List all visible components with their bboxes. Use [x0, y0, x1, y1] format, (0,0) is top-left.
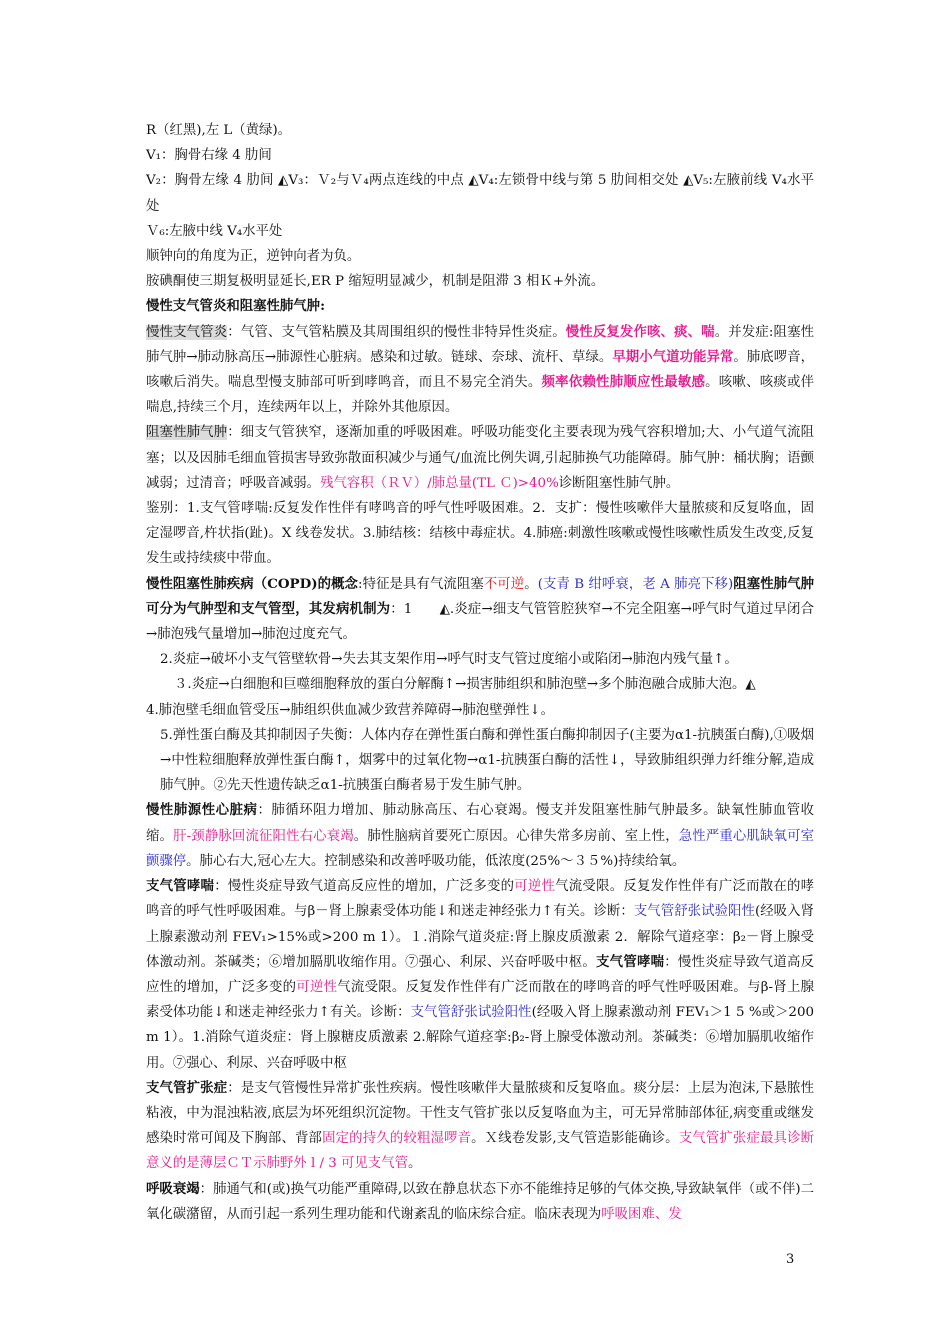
page-number: 3	[786, 1252, 795, 1267]
paragraph-asthma: 支气管哮喘：慢性炎症导致气道高反应性的增加，广泛多变的可逆性气流受限。反复发作性伴有广泛而散在的哮鸣音的呼气性呼吸困难。与β－肾上腺素受体功能↓和迷走神经张力↑有关。诊断：支气管舒张试验阳性(经吸入肾上腺素激动剂 FEV₁>15%或>200 m 1）。１.消除气道炎症:肾上腺皮质激素 2．解除气道痉挛：β₂－肾上腺受体激动剂。茶碱类；⑥增加膈肌收缩作用。⑦强心、利尿、兴奋呼吸中枢。支气管哮喘：慢性炎症导致气道高反应性的增加，广泛多变的可逆性气流受限。反复发作性伴有广泛而散在的哮鸣音的呼气性呼吸困难。与β-肾上腺素受体功能↓和迷走神经张力↑有关。诊断：支气管舒张试验阳性(经吸入肾上腺素激动剂 FEV₁＞1 5 %或＞200 m 1）。1.消除气道炎症：肾上腺糖皮质激素 2.解除气道痉挛:β₂-肾上腺受体激动剂。茶碱类：⑥增加膈肌收缩作用。⑦强心、利尿、兴奋呼吸中枢	[146, 878, 815, 1071]
term-label: 阻塞性肺气肿	[146, 425, 228, 441]
text-line: 顺钟向的角度为正，逆钟向者为负。	[146, 249, 361, 265]
paragraph-bronchiectasis: 支气管扩张症：是支气管慢性异常扩张性疾病。慢性咳嗽伴大量脓痰和反复咯血。痰分层：上层为泡沫,下悬脓性粘液，中为混浊粘液,底层为坏死组织沉淀物。干性支气管扩张以反复咯血为主，可无异常肺部体征,病变重或继发感染时常可闻及下胸部、背部固定的持久的较粗湿啰音。Ｘ线卷发影,支气管造影能确诊。支气管扩张症最具诊断意义的是薄层ＣＴ示肺野外 l / 3 可见支气管。	[146, 1079, 815, 1172]
text-line: 胺碘酮使三期复极明显延长,ER P 缩短明显减少，机制是阻滞 3 相Ｋ+外流。	[146, 274, 605, 290]
text-line: Ｖ₆:左腋中线 V₄水平处	[146, 223, 283, 239]
text-line: R（红黑),左 L（黄绿)。	[146, 123, 292, 138]
mechanism-item: ３.炎症→白细胞和巨噬细胞释放的蛋白分解酶↑→损害肺组织和肺泡壁→多个肺泡融合成肺大泡。◭	[174, 677, 756, 693]
paragraph-chronic-bronchitis: 慢性支气管炎：气管、支气管粘膜及其周围组织的慢性非特异性炎症。慢性反复发作咳、痰、喘。并发症:阻塞性肺气肿→肺动脉高压→肺源性心脏病。感染和过敏。链球、奈球、流杆、草绿。早期小气道功能异常。肺底啰音，咳嗽后消失。喘息型慢支肺部可听到哮鸣音，而且不易完全消失。频率依赖性肺顺应性最敏感。咳嗽、咳痰或伴喘息,持续三个月，连续两年以上，并除外其他原因。	[146, 323, 815, 416]
section-heading: 慢性支气管炎和阻塞性肺气肿:	[146, 298, 326, 315]
text-line: V₂：胸骨左缘 4 肋间 ◭V₃：Ｖ₂与Ｖ₄两点连线的中点 ◭V₄:左锁骨中线与第 5 肋间相交处 ◭V₅:左腋前线 V₄水平处	[146, 173, 814, 214]
paragraph-respiratory-failure: 呼吸衰竭：肺通气和(或)换气功能严重障碍,以致在静息状态下亦不能维持足够的气体交换,导致缺氧伴（或不伴)二氧化碳潴留，从而引起一系列生理功能和代谢紊乱的临床综合症。临床表现为呼吸困难、发	[146, 1180, 815, 1222]
document-body	[146, 118, 814, 1227]
paragraph-emphysema: 阻塞性肺气肿：细支气管狭窄，逐渐加重的呼吸困难。呼吸功能变化主要表现为残气容积增加;大、小气道气流阻塞；以及因肺毛细血管损害导致弥散面积减少与通气/血流比例失调,引起肺换气功能障碍。肺气肿：桶状胸；语颤减弱；过清音；呼吸音减弱。残气容积（ＲＶ）/肺总量(TL Ｃ)>40%诊断阻塞性肺气肿。	[146, 425, 814, 491]
mechanism-item: 4.肺泡壁毛细血管受压→肺组织供血减少致营养障碍→肺泡壁弹性↓。	[146, 702, 554, 718]
text-line: V₁：胸骨右缘 4 肋间	[146, 148, 272, 164]
term-label: 慢性支气管炎	[146, 324, 228, 340]
mechanism-item: 2.炎症→破坏小支气管壁软骨→失去其支架作用→呼气时支气管过度缩小或陷闭→肺泡内残气量↑。	[160, 652, 738, 668]
mechanism-item: 5.弹性蛋白酶及其抑制因子失衡：人体内存在弹性蛋白酶和弹性蛋白酶抑制因子(主要为α1-抗胰蛋白酶),①吸烟→中性粒细胞释放弹性蛋白酶↑，烟雾中的过氧化物→α1-抗胰蛋白酶的活性↓，导致肺组织弹力纤维分解,造成肺气肿。②先天性遗传缺乏α1-抗胰蛋白酶者易于发生肺气肿。	[160, 727, 814, 794]
paragraph-copd: 慢性阻塞性肺疾病（COPD)的概念:特征是具有气流阻塞不可逆。(支青 B 绀呼衰，老 A 肺亮下移)阻塞性肺气肿可分为气肿型和支气管型，其发病机制为：1 ◭.炎症→细支气管管腔狭窄→不完全阻塞→呼气时气道过早闭合→肺泡残气量增加→肺泡过度充气。	[146, 575, 815, 643]
paragraph-differential: 鉴别：1.支气管哮喘:反复发作性伴有哮鸣音的呼气性呼吸困难。2．支扩：慢性咳嗽伴大量脓痰和反复咯血，固定湿啰音,杵状指(趾)。X 线卷发状。3.肺结核：结核中毒症状。4.肺癌:刺激性咳嗽或慢性咳嗽性质发生改变,反复发生或持续痰中带血。	[146, 501, 814, 567]
paragraph-cor-pulmonale: 慢性肺源性心脏病：肺循环阻力增加、肺动脉高压、右心衰竭。慢支并发阻塞性肺气肿最多。缺氧性肺血管收缩。肝-颈静脉回流征阳性右心衰竭。肺性脑病首要死亡原因。心律失常多房前、室上性，急性严重心肌缺氧可室颤骤停。肺心右大,冠心左大。控制感染和改善呼吸功能，低浓度(25%～３５%)持续给氧。	[146, 802, 815, 869]
